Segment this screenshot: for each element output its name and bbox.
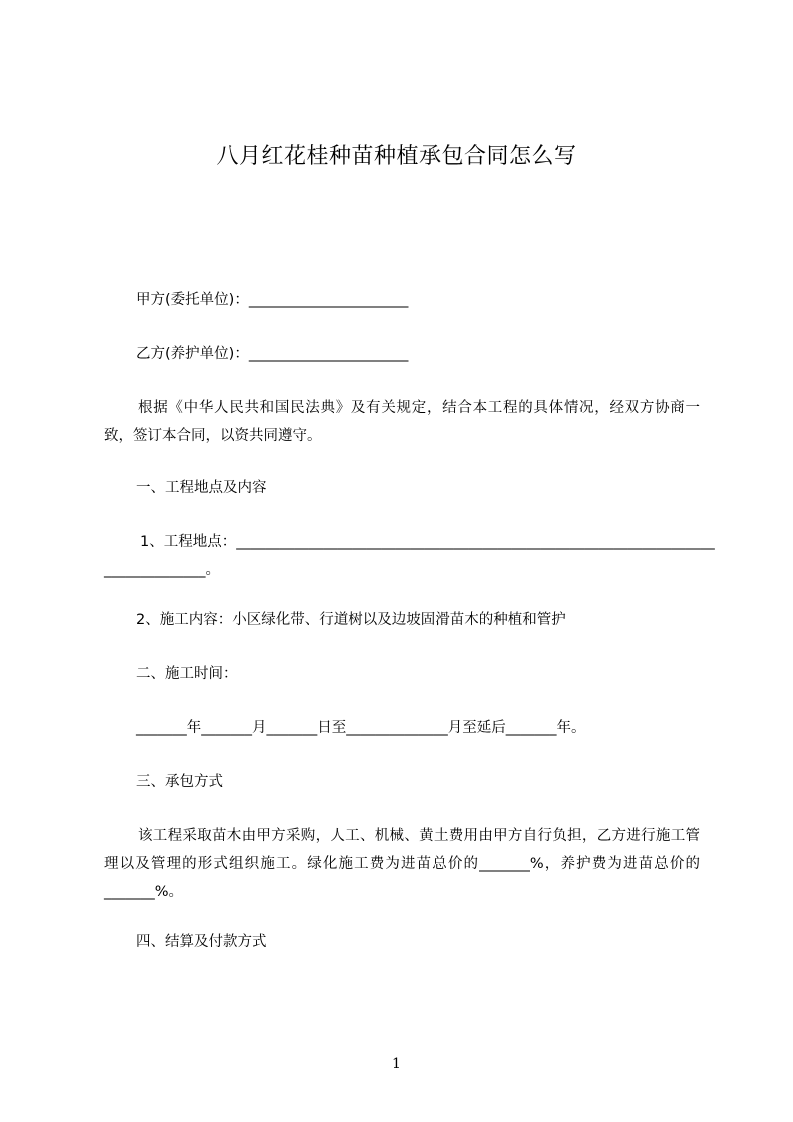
page-number: 1 <box>392 1056 401 1072</box>
work-location-line-2: ______________。 <box>104 562 220 578</box>
document-title: 八月红花桂种苗种植承包合同怎么写 <box>216 144 577 169</box>
section-2-heading: 二、施工时间： <box>136 666 238 682</box>
section-3-heading: 三、承包方式 <box>136 774 223 790</box>
work-location-line-1: 1、工程地点：__________________________________________________________________ <box>140 534 715 550</box>
contract-method-paragraph: 该工程采取苗木由甲方采购，人工、机械、黄土费用由甲方自行负担，乙方进行施工管理以及管理的形式组织施工。绿化施工费为进苗总价的_______%，养护费为进苗总价的_______%。 <box>104 828 700 900</box>
work-content-line: 2、施工内容：小区绿化带、行道树以及边坡固滑苗木的种植和管护 <box>136 612 566 628</box>
party-b-line: 乙方(养护单位)：______________________ <box>136 346 409 362</box>
party-a-line: 甲方(委托单位)：______________________ <box>136 292 409 308</box>
section-1-heading: 一、工程地点及内容 <box>136 480 267 496</box>
section-4-heading: 四、结算及付款方式 <box>136 934 267 950</box>
construction-dates-line: _______年_______月_______日至______________月至延后_______年。 <box>136 720 586 736</box>
preamble-paragraph: 根据《中华人民共和国民法典》及有关规定，结合本工程的具体情况，经双方协商一致，签订本合同，以资共同遵守。 <box>104 400 700 444</box>
